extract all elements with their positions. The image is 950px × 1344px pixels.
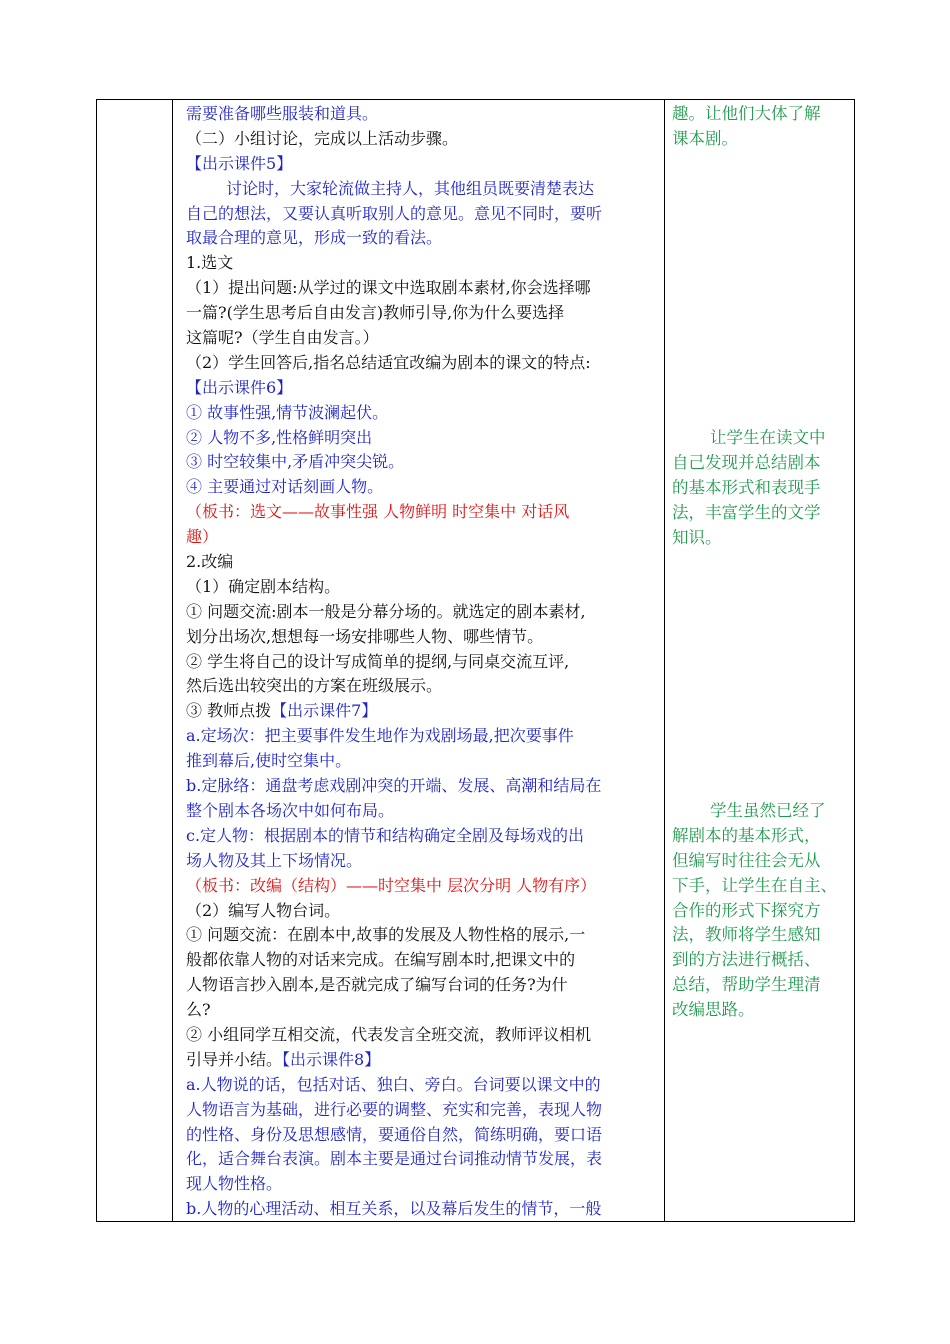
column-divider-right <box>664 100 665 1221</box>
text-line <box>186 1048 664 1073</box>
text-line: 人物语言为基础，进行必要的调整、充实和完善，表现人物 <box>186 1099 603 1119</box>
text-line: 推到幕后,使时空集中。 <box>186 751 352 771</box>
note-line: 学生虽然已经了 <box>710 801 826 820</box>
note-line: 合作的形式下探究方 <box>672 900 821 920</box>
teaching-process-column <box>186 102 664 1222</box>
text-line: 的性格、身份及思想感情，要通俗自然，简练明确，要口语 <box>186 1124 603 1144</box>
text-line: ① 问题交流:剧本一般是分幕分场的。就选定的剧本素材, <box>186 601 586 621</box>
note-line: 课本剧。 <box>672 128 738 148</box>
note-line: 但编写时往往会无从 <box>672 850 821 870</box>
text-line: 取最合理的意见，形成一致的看法。 <box>186 228 443 248</box>
note-line: 到的方法进行概括、 <box>672 950 821 970</box>
blackboard-note: 趣） <box>186 527 219 547</box>
section-heading: 2.改编 <box>186 552 234 572</box>
text-line: a.定场次：把主要事件发生地作为戏剧场最,把次要事件 <box>186 726 574 746</box>
courseware-tag <box>186 376 664 401</box>
text-line: 现人物性格。 <box>186 1174 283 1194</box>
text-line: 化，适合舞台表演。剧本主要是通过台词推动情节发展，表 <box>186 1149 603 1169</box>
text-line: ② 学生将自己的设计写成简单的提纲,与同桌交流互评, <box>186 651 570 671</box>
courseware-bracket: 】 <box>276 153 293 173</box>
text-line: 么? <box>186 1000 211 1020</box>
courseware-number: 5 <box>266 153 277 173</box>
text-line: （1）确定剧本结构。 <box>186 576 341 596</box>
courseware-number: 7 <box>351 701 362 721</box>
note-line: 总结，帮助学生理清 <box>672 975 821 995</box>
text-line: 自己的想法，又要认真听取别人的意见。意见不同时，要听 <box>186 203 603 223</box>
text-line: 这篇呢?（学生自由发言。） <box>186 328 379 348</box>
text-line: 然后选出较突出的方案在班级展示。 <box>186 676 443 696</box>
list-item: ② 人物不多,性格鲜明突出 <box>186 427 373 447</box>
text-line: 场人物及其上下场情况。 <box>186 850 363 870</box>
courseware-bracket: 】 <box>361 701 378 721</box>
text-line <box>186 699 664 724</box>
courseware-number: 6 <box>266 377 277 397</box>
note-line: 趣。让他们大体了解 <box>672 104 821 123</box>
courseware-label: 【出示课件 <box>186 153 267 173</box>
note-line: 让学生在读文中 <box>710 428 826 447</box>
courseware-label: 【出示课件 <box>282 1049 355 1069</box>
text-line: a.人物说的话，包括对话、独白、旁白。台词要以课文中的 <box>186 1074 601 1094</box>
text-line: 整个剧本各场次中如何布局。 <box>186 800 395 820</box>
courseware-bracket: 】 <box>276 377 293 397</box>
note-line: 法，丰富学生的文学 <box>672 502 821 522</box>
design-intent-note-3 <box>672 799 856 1023</box>
text-line: 讨论时，大家轮流做主持人，其他组员既要清楚表达 <box>226 178 595 198</box>
courseware-tag <box>186 152 664 177</box>
text-line: b.人物的心理活动、相互关系，以及幕后发生的情节，一般 <box>186 1199 602 1219</box>
design-intent-note-2 <box>672 426 856 550</box>
note-line: 解剧本的基本形式， <box>672 825 821 845</box>
column-divider-left <box>172 100 173 1221</box>
note-line: 自己发现并总结剧本 <box>672 452 821 472</box>
text-line: （二）小组讨论，完成以上活动步骤。 <box>186 128 459 148</box>
text-line: （2）学生回答后,指名总结适宜改编为剧本的课文的特点: <box>186 352 591 372</box>
lesson-plan-table <box>96 99 855 1222</box>
text-fragment: 引导并小结。 <box>186 1049 283 1069</box>
text-line: 般都依靠人物的对话来完成。在编写剧本时,把课文中的 <box>186 950 576 970</box>
section-heading: 1.选文 <box>186 253 234 273</box>
courseware-bracket: 】 <box>364 1049 381 1069</box>
note-line: 下手，让学生在自主、 <box>672 875 837 895</box>
courseware-number: 8 <box>354 1049 365 1069</box>
text-line: 需要准备哪些服装和道具。 <box>186 104 379 123</box>
text-line: 划分出场次,想想每一场安排哪些人物、哪些情节。 <box>186 626 544 646</box>
text-fragment: ③ 教师点拨 <box>186 701 272 721</box>
courseware-label: 【出示课件 <box>271 701 352 721</box>
list-item: ① 故事性强,情节波澜起伏。 <box>186 402 389 422</box>
text-line: ① 问题交流：在剧本中,故事的发展及人物性格的展示,一 <box>186 925 586 945</box>
note-line: 改编思路。 <box>672 1000 755 1020</box>
note-line: 法，教师将学生感知 <box>672 925 821 945</box>
text-line: b.定脉络：通盘考虑戏剧冲突的开端、发展、高潮和结局在 <box>186 776 602 796</box>
text-line: （1）提出问题:从学过的课文中选取剧本素材,你会选择哪 <box>186 278 591 298</box>
note-line: 的基本形式和表现手 <box>672 477 821 497</box>
blackboard-note: （板书：改编（结构）——时空集中 层次分明 人物有序） <box>186 875 597 895</box>
note-line: 知识。 <box>672 527 722 547</box>
list-item: ④ 主要通过对话刻画人物。 <box>186 477 384 497</box>
text-line: c.定人物：根据剧本的情节和结构确定全剧及每场戏的出 <box>186 825 585 845</box>
courseware-label: 【出示课件 <box>186 377 267 397</box>
text-line: ② 小组同学互相交流，代表发言全班交流，教师评议相机 <box>186 1024 592 1044</box>
text-line: （2）编写人物台词。 <box>186 900 341 920</box>
list-item: ③ 时空较集中,矛盾冲突尖锐。 <box>186 452 405 472</box>
design-intent-note-1 <box>672 102 856 152</box>
blackboard-note: （板书：选文——故事性强 人物鲜明 时空集中 对话风 <box>186 502 570 522</box>
text-line: 人物语言抄入剧本,是否就完成了编写台词的任务?为什 <box>186 975 568 995</box>
text-line: 一篇?(学生思考后自由发言)教师引导,你为什么要选择 <box>186 303 565 323</box>
